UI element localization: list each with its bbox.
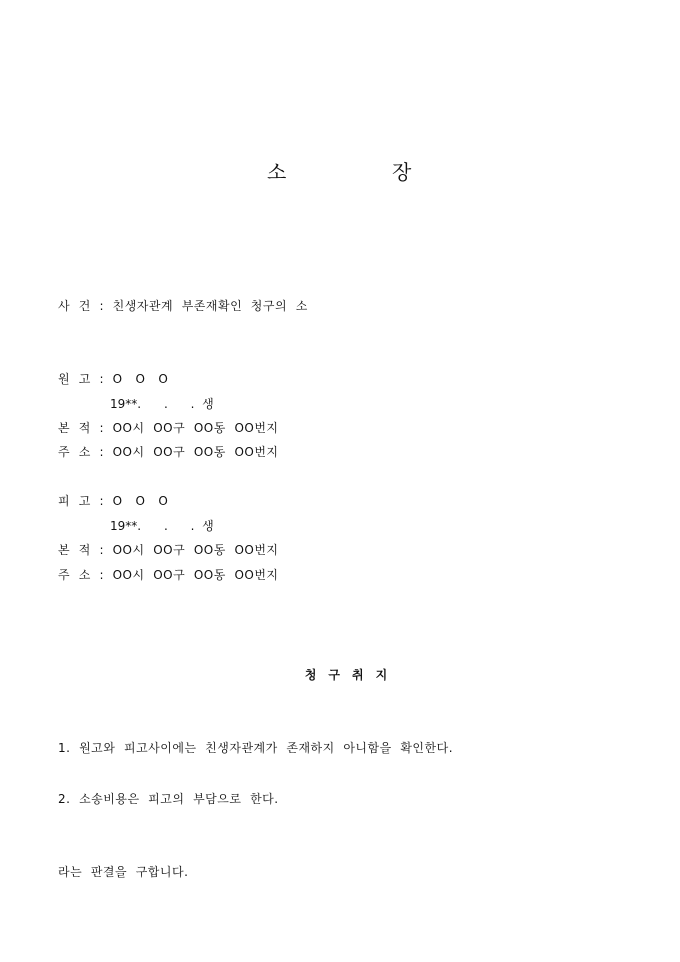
title-char-right: 장 (392, 160, 413, 184)
claim-item-1: 1. 원고와 피고사이에는 친생자관계가 존재하지 아니함을 확인한다. (58, 741, 454, 755)
case-name-line: 사 건 : 친생자관계 부존재확인 청구의 소 (58, 299, 308, 313)
plaintiff-birth-line: 19**. . . 생 (110, 397, 214, 411)
plaintiff-address-line: 주 소 : OO시 OO구 OO동 OO번지 (58, 445, 279, 459)
defendant-address-line: 주 소 : OO시 OO구 OO동 OO번지 (58, 568, 279, 582)
defendant-domicile-line: 본 적 : OO시 OO구 OO동 OO번지 (58, 543, 279, 557)
closing-line: 라는 판결을 구합니다. (58, 865, 189, 879)
claim-purpose-heading: 청구취지 (304, 668, 400, 682)
defendant-birth-line: 19**. . . 생 (110, 519, 214, 533)
defendant-name-line: 피 고 : O O O (58, 494, 169, 508)
title-char-left: 소 (267, 160, 288, 184)
claim-item-2: 2. 소송비용은 피고의 부담으로 한다. (58, 792, 279, 806)
document-title (0, 156, 680, 186)
plaintiff-name-line: 원 고 : O O O (58, 372, 169, 386)
plaintiff-domicile-line: 본 적 : OO시 OO구 OO동 OO번지 (58, 421, 279, 435)
